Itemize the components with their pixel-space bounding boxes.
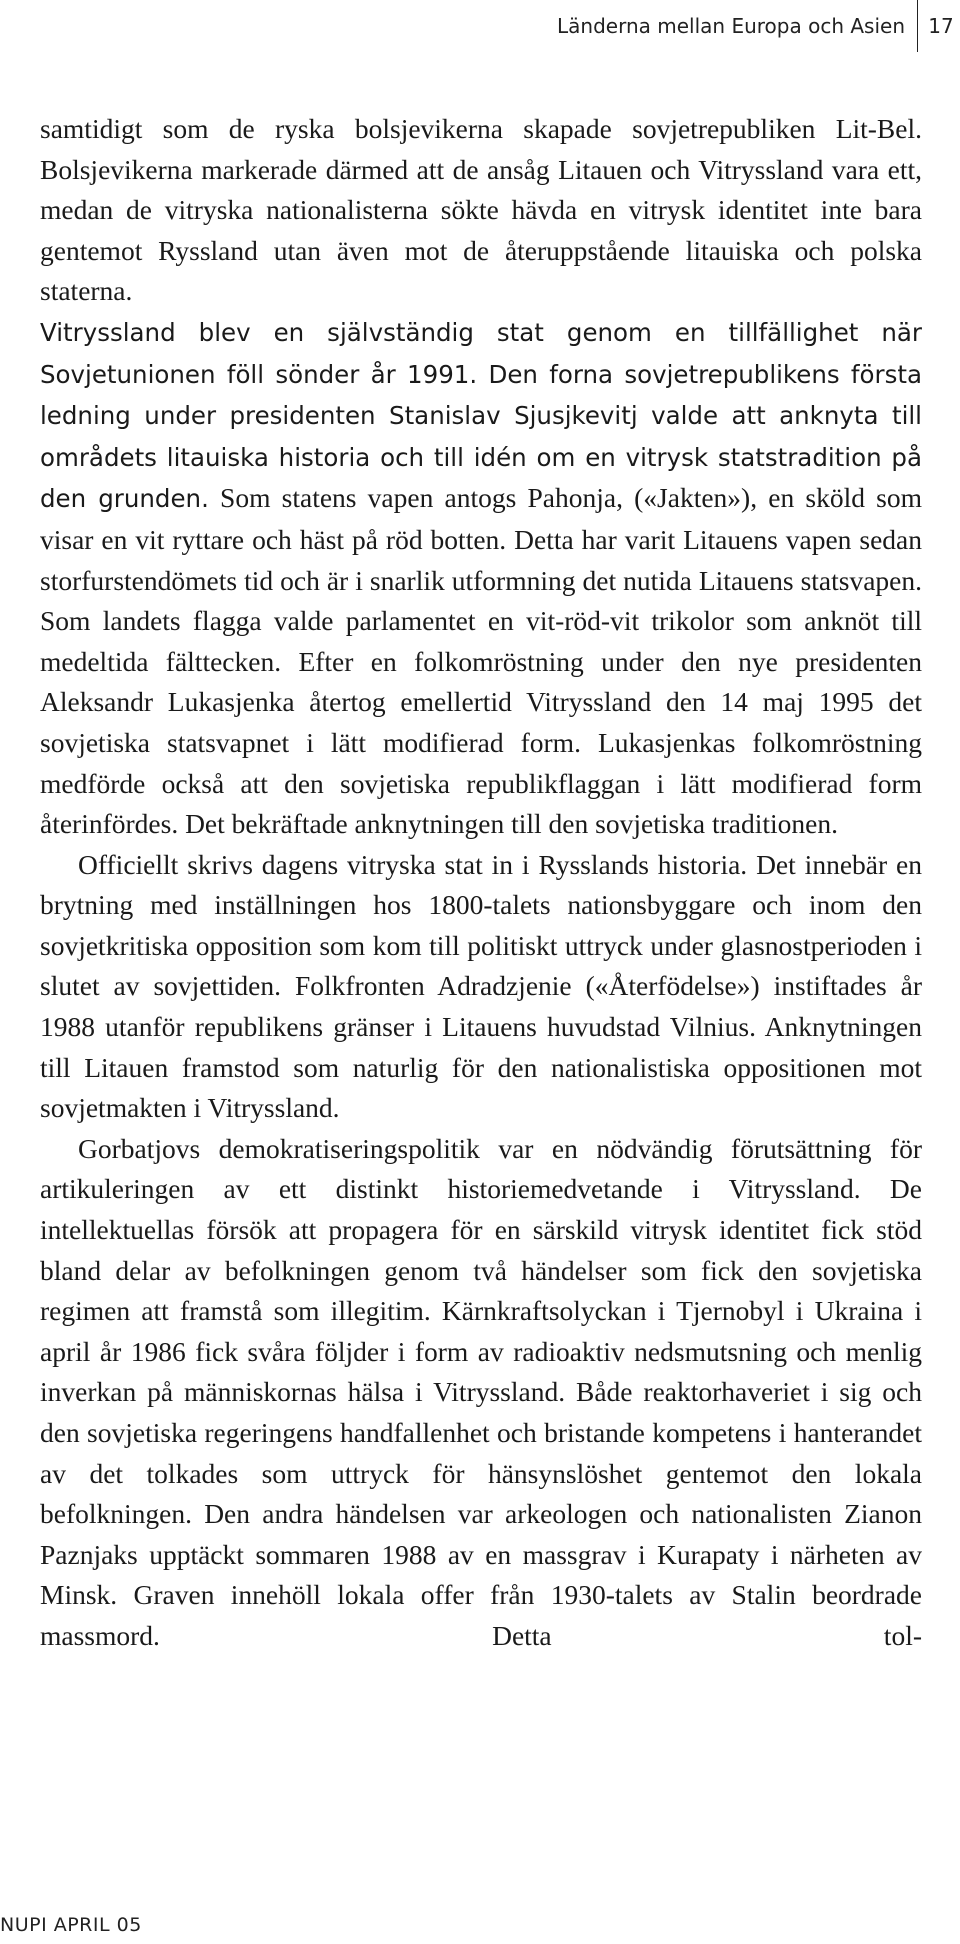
paragraph-1-continuation: Som statens vapen antogs Pahonja, («Jakten»), en sköld som visar en vit ryttare och häst på röd botten. Detta har varit Litauens vapen sedan storfurstendömets tid och är i snarlik utformning det nutida Litauens statsvapen. Som landets flagga valde parlamentet en vit-röd-vit trikolor som anknöt till medeltida fälttecken. Efter en folkomröstning under den nye presidenten Aleksandr Lukasjenka återtog emellertid Vitryssland den 14 maj 1995 det sovjetiska statsvapnet i lätt modifierad form. Lukasjenkas folkomröstning medförde också att den sovjetiska republikflaggan i lätt modifierad form återinfördes. Det bekräftade anknytningen till den sovjetiska traditionen. <box>40 482 923 840</box>
page-footer: NUPI APRIL 05 <box>0 1914 142 1936</box>
paragraph-1-opening: samtidigt som de ryska bolsjevikerna skapade sovjetrepubliken Lit-Bel. Bolsjevikerna markerade därmed att de ansåg Litauen och Vitryssland vara ett, medan de vitryska nationalisterna sökte hävda en vitrysk identitet inte bara gentemot Ryssland utan även mot de återuppstående litauiska och polska staterna. <box>40 113 922 307</box>
paragraph-2: Officiellt skrivs dagens vitryska stat in i Rysslands historia. Det innebär en brytning med inställningen hos 1800-talets nationsbyggare och inom den sovjetkritiska opposition som kom till politiskt uttryck under glasnostperioden i slutet av sovjettiden. Folkfronten Adradzjenie («Återfödelse») instiftades år 1988 utanför republikens gränser i Litauens huvudstad Vilnius. Anknytningen till Litauen framstod som naturlig för den nationalistiska oppositionen mot sovjetmakten i Vitryssland. <box>40 848 922 1124</box>
paragraph-1 <box>40 109 922 845</box>
running-header-title: Länderna mellan Europa och Asien <box>557 14 905 38</box>
paragraph-1-sans-passage: Vitryssland blev en självständig stat genom en tillfällighet när Sovjetunionen föll sönder år 1991. Den forna sovjetrepublikens första ledning under presidenten Stanislav Sjusjkevitj valde att anknyta till områdets litauiska historia och till idén om en vitrysk statstradition på den grunden. <box>40 317 922 514</box>
paragraph-3: Gorbatjovs demokratiseringspolitik var en nödvändig förutsättning för artikuleringen av ett distinkt historiemedvetande i Vitryssland. De intellektuellas försök att propagera för en särskild vitrysk identitet fick stöd bland delar av befolkningen genom två händelser som fick den sovjetiska regimen att framstå som illegitim. Kärnkraftsolyckan i Tjernobyl i Ukraina i april år 1986 fick svåra följder i form av radioaktiv nedsmutsning och menlig inverkan på människornas hälsa i Vitryssland. Både reaktorhaveriet i sig och den sovjetiska regeringens handfallenhet och bristande kompetens i hanterandet av det tolkades som uttryck för hänsynslöshet gentemot den lokala befolkningen. Den andra händelsen var arkeologen och nationalisten Zianon Paznjaks upptäckt sommaren 1988 av en massgrav i Kurapaty i närheten av Minsk. Graven innehöll lokala offer från 1930-talets av Stalin beordrade massmord. Detta tol- <box>40 1132 922 1651</box>
page-number: 17 <box>928 14 954 38</box>
running-header <box>557 0 960 52</box>
body-text <box>40 109 922 1657</box>
